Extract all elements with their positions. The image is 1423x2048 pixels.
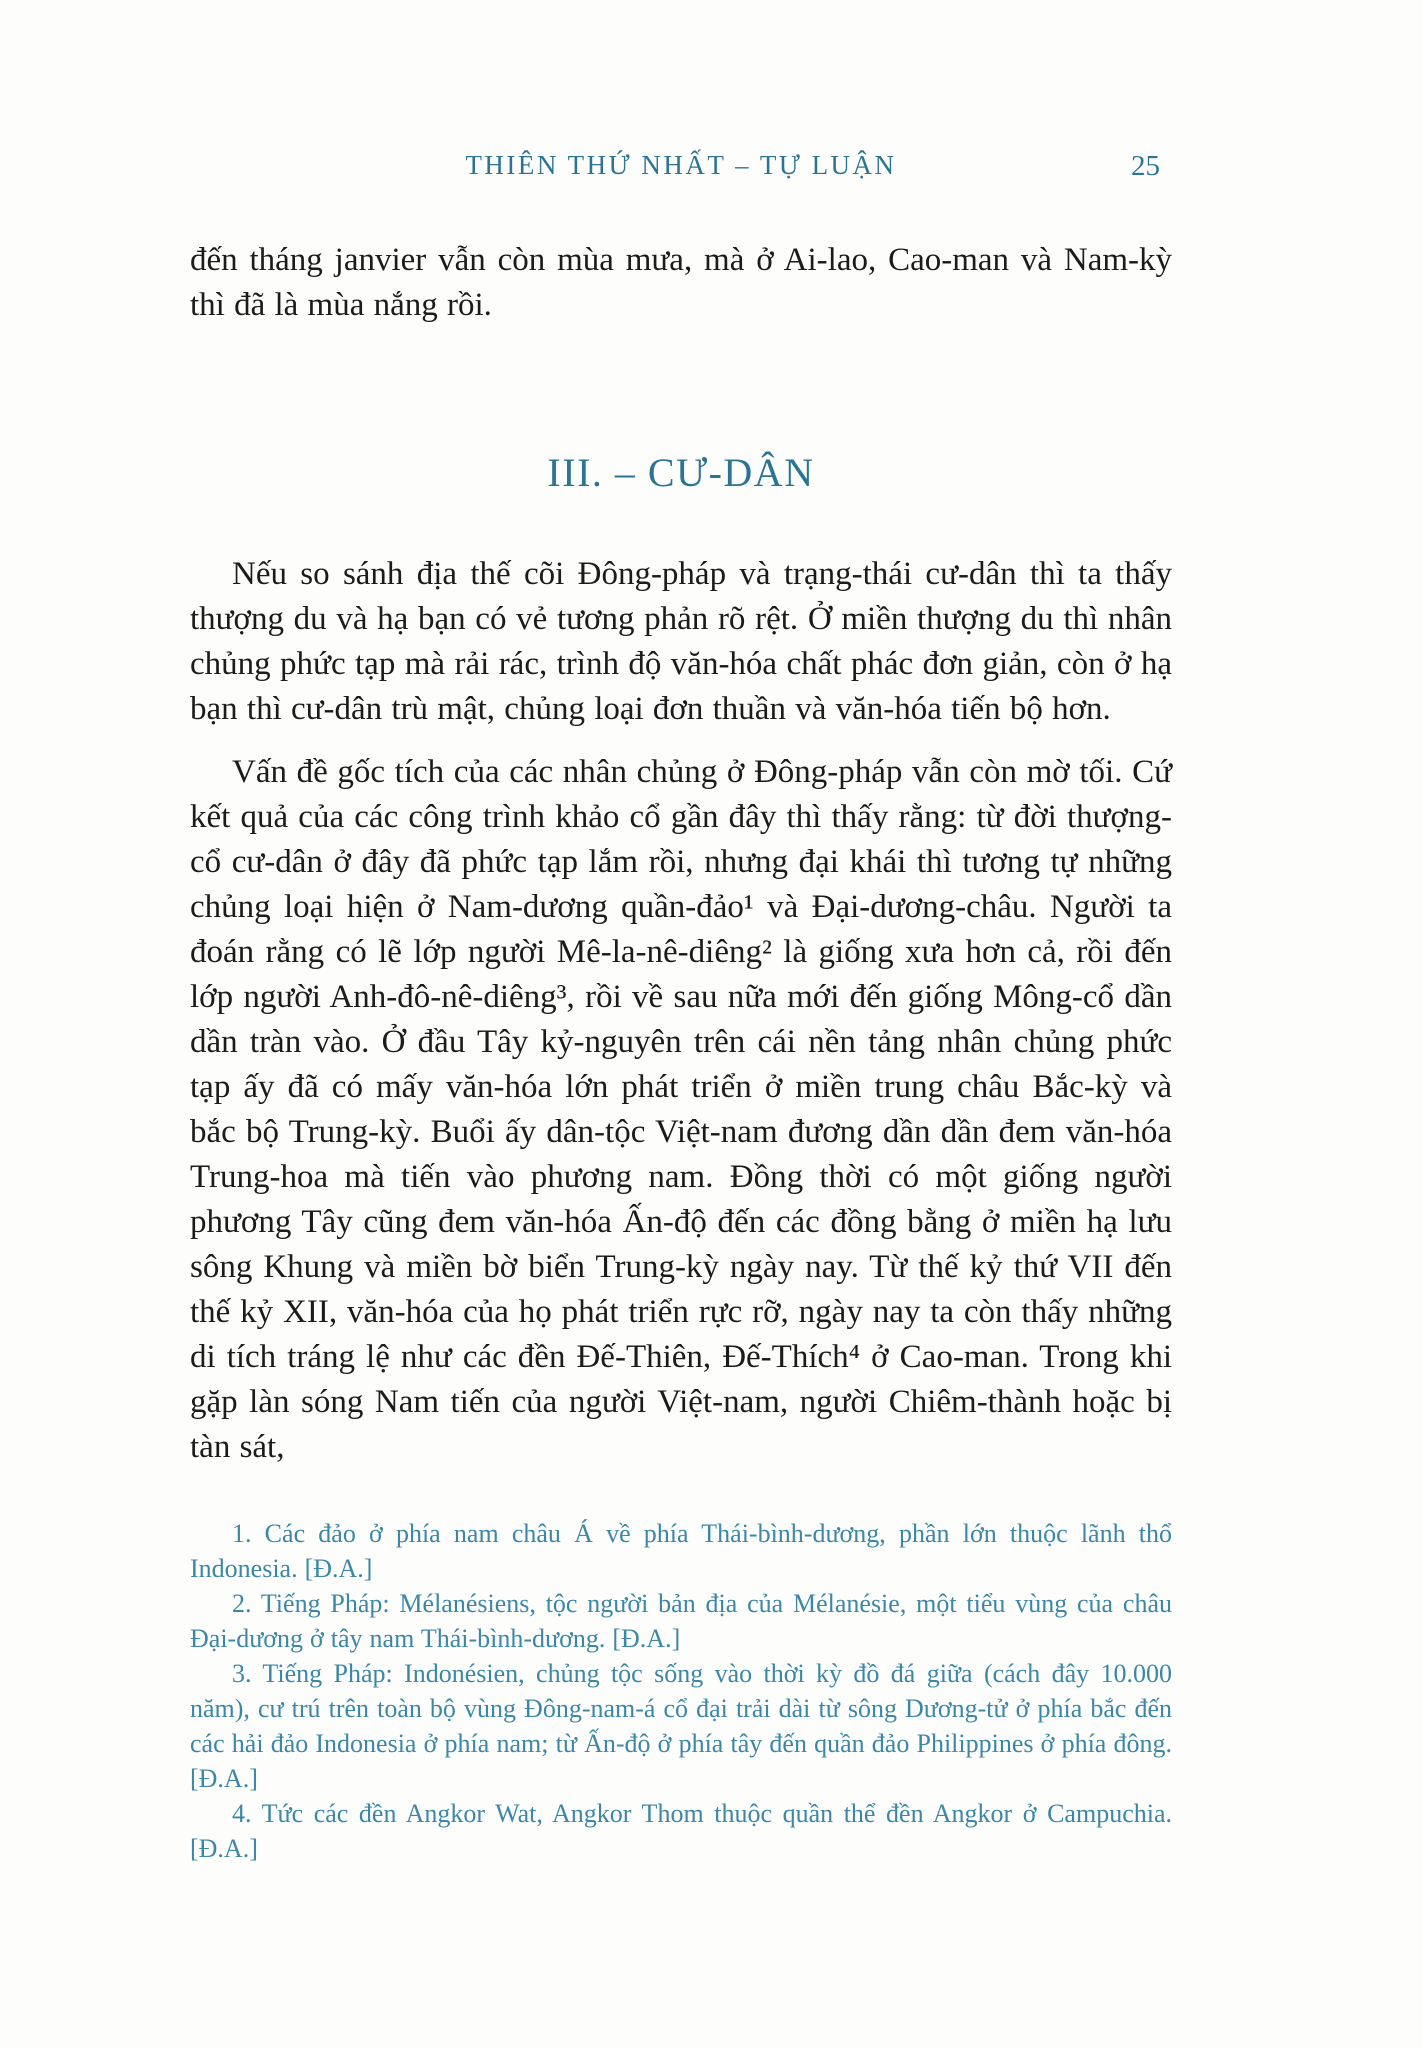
running-head [190, 0, 1172, 190]
body-paragraphs [190, 552, 1172, 1470]
footnote: 3. Tiếng Pháp: Indonésien, chủng tộc sống vào thời kỳ đồ đá giữa (cách đây 10.000 năm), cư trú trên toàn bộ vùng Đông-nam-á cổ đại trải dài từ sông Dương-tử ở phía bắc đến các hải đảo Indonesia ở phía nam; từ Ấn-độ ở phía tây đến quần đảo Philippines ở phía đông. [Đ.A.] [190, 1659, 1172, 1793]
body-paragraph: Vấn đề gốc tích của các nhân chủng ở Đông-pháp vẫn còn mờ tối. Cứ kết quả của các công trình khảo cổ gần đây thì thấy rằng: từ đời thượng-cổ cư-dân ở đây đã phức tạp lắm rồi, nhưng đại khái thì tương tự những chủng loại hiện ở Nam-dương quần-đảo¹ và Đại-dương-châu. Người ta đoán rằng có lẽ lớp người Mê-la-nê-diêng² là giống xưa hơn cả, rồi đến lớp người Anh-đô-nê-diêng³, rồi về sau nữa mới đến giống Mông-cổ dần dần tràn vào. Ở đầu Tây kỷ-nguyên trên cái nền tảng nhân chủng phức tạp ấy đã có mấy văn-hóa lớn phát triển ở miền trung châu Bắc-kỳ và bắc bộ Trung-kỳ. Buổi ấy dân-tộc Việt-nam đương dần dần đem văn-hóa Trung-hoa mà tiến vào phương nam. Đồng thời có một giống người phương Tây cũng đem văn-hóa Ấn-độ đến các đồng bằng ở miền hạ lưu sông Khung và miền bờ biển Trung-kỳ ngày nay. Từ thế kỷ thứ VII đến thế kỷ XII, văn-hóa của họ phát triển rực rỡ, ngày nay ta còn thấy những di tích tráng lệ như các đền Đế-Thiên, Đế-Thích⁴ ở Cao-man. Trong khi gặp làn sóng Nam tiến của người Việt-nam, người Chiêm-thành hoặc bị tàn sát, [190, 754, 1172, 1465]
footnotes [190, 1516, 1172, 1866]
footnote: 4. Tức các đền Angkor Wat, Angkor Thom thuộc quần thể đền Angkor ở Campuchia. [Đ.A.] [190, 1799, 1172, 1863]
text-column [190, 0, 1172, 1866]
section-heading: III. – CƯ-DÂN [547, 450, 815, 495]
footnote: 2. Tiếng Pháp: Mélanésiens, tộc người bản địa của Mélanésie, một tiểu vùng của châu Đại-dương ở tây nam Thái-bình-dương. [Đ.A.] [190, 1589, 1172, 1653]
running-head-title: THIÊN THỨ NHẤT – TỰ LUẬN [465, 150, 897, 180]
footnote: 1. Các đảo ở phía nam châu Á về phía Thái-bình-dương, phần lớn thuộc lãnh thổ Indonesia. [Đ.A.] [190, 1519, 1172, 1583]
body-paragraph: Nếu so sánh địa thế cõi Đông-pháp và trạng-thái cư-dân thì ta thấy thượng du và hạ bạn có vẻ tương phản rõ rệt. Ở miền thượng du thì nhân chủng phức tạp mà rải rác, trình độ văn-hóa chất phác đơn giản, còn ở hạ bạn thì cư-dân trù mật, chủng loại đơn thuần và văn-hóa tiến bộ hơn. [190, 556, 1172, 727]
paragraph-continuation: đến tháng janvier vẫn còn mùa mưa, mà ở Ai-lao, Cao-man và Nam-kỳ thì đã là mùa nắng rồi. [190, 242, 1172, 323]
page-number: 25 [1131, 150, 1160, 182]
